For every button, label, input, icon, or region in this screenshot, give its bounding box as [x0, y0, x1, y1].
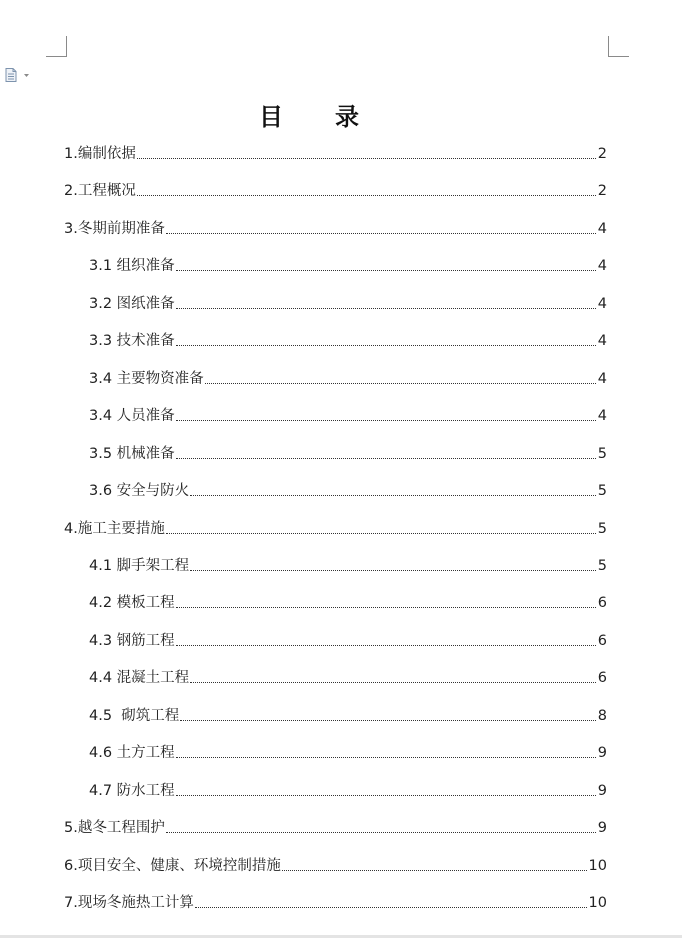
toc-dot-leader — [176, 458, 596, 459]
toc-entry[interactable] — [89, 590, 607, 612]
toc-entry-label: 4.6 土方工程 — [89, 745, 175, 762]
toc-dot-leader — [166, 233, 596, 234]
toc-page-number: 6 — [597, 595, 607, 612]
toc-dot-leader — [190, 495, 596, 496]
toc-entry[interactable] — [89, 478, 607, 500]
toc-entry-label: 3.5 机械准备 — [89, 445, 175, 462]
toc-dot-leader — [180, 720, 595, 721]
toc-entry[interactable] — [89, 553, 607, 575]
toc-entry-label: 7.现场冬施热工计算 — [64, 895, 194, 911]
document-icon — [5, 68, 31, 82]
toc-page-number: 5 — [597, 445, 607, 462]
toc-dot-leader — [137, 195, 596, 196]
toc-page-number: 4 — [597, 370, 607, 387]
chevron-down-icon — [24, 74, 29, 77]
toc-dot-leader — [282, 870, 587, 871]
toc-page-number: 2 — [597, 183, 607, 200]
toc-dot-leader — [166, 832, 596, 833]
toc-entry[interactable] — [64, 853, 607, 875]
toc-entry[interactable] — [89, 328, 607, 350]
toc-entry[interactable] — [89, 403, 607, 425]
toc-entry-label: 2.工程概况 — [64, 183, 136, 200]
title-char-2: 录 — [335, 102, 361, 131]
toc-entry[interactable] — [64, 815, 607, 837]
toc-dot-leader — [195, 907, 587, 908]
toc-page-number: 10 — [588, 895, 607, 911]
toc-dot-leader — [205, 383, 596, 384]
title-char-1: 目 — [259, 102, 285, 131]
toc-page-number: 4 — [597, 220, 607, 237]
toc-entry[interactable] — [89, 628, 607, 650]
toc-entry-label: 4.1 脚手架工程 — [89, 557, 190, 574]
toc-dot-leader — [176, 308, 596, 309]
toc-page-number: 4 — [597, 295, 607, 312]
toc-page-number: 10 — [588, 857, 607, 874]
toc-entry-label: 4.3 钢筋工程 — [89, 632, 175, 649]
toc-entry-label: 3.3 技术准备 — [89, 333, 175, 350]
toc-page-number: 9 — [597, 745, 607, 762]
toc-entry[interactable] — [89, 778, 607, 800]
toc-entry[interactable] — [89, 740, 607, 762]
toc-page-number: 9 — [597, 782, 607, 799]
toc-entry-label: 5.越冬工程围护 — [64, 820, 165, 837]
toc-dot-leader — [137, 158, 596, 159]
toc-page-number: 5 — [597, 557, 607, 574]
toc-entry-label: 4.7 防水工程 — [89, 782, 175, 799]
toc-entry-label: 4.5 砌筑工程 — [89, 707, 180, 724]
toc-dot-leader — [176, 420, 596, 421]
toc-page-number: 5 — [597, 483, 607, 500]
toc-entry-label: 3.冬期前期准备 — [64, 220, 165, 237]
toc-entry-label: 1.编制依据 — [64, 146, 136, 162]
toc-dot-leader — [176, 795, 596, 796]
document-menu-button[interactable] — [5, 67, 31, 81]
toc-entry-label: 3.4 主要物资准备 — [89, 370, 204, 387]
toc-entry[interactable] — [89, 441, 607, 463]
toc-entry-label: 3.6 安全与防火 — [89, 483, 190, 500]
toc-entry-label: 4.2 模板工程 — [89, 595, 175, 612]
toc-entry-label: 4.4 混凝土工程 — [89, 670, 190, 687]
toc-page-number: 5 — [597, 520, 607, 537]
toc-dot-leader — [176, 270, 596, 271]
toc-entry[interactable] — [64, 141, 607, 163]
toc-entry[interactable] — [64, 178, 607, 200]
toc-dot-leader — [166, 533, 596, 534]
toc-entry[interactable] — [64, 216, 607, 238]
toc-page-number: 4 — [597, 408, 607, 425]
crop-mark-top-left — [46, 36, 67, 57]
toc-entry[interactable] — [89, 366, 607, 388]
toc-entry-label: 3.2 图纸准备 — [89, 295, 175, 312]
toc-dot-leader — [176, 607, 596, 608]
toc-dot-leader — [190, 570, 596, 571]
crop-mark-top-right — [608, 36, 629, 57]
page-title — [0, 97, 620, 132]
toc-page-number: 8 — [597, 707, 607, 724]
toc-entry[interactable] — [89, 253, 607, 275]
toc-dot-leader — [190, 682, 596, 683]
toc-entry-label: 3.1 组织准备 — [89, 258, 175, 275]
toc-page-number: 2 — [597, 146, 607, 162]
toc-dot-leader — [176, 757, 596, 758]
toc-entry-label: 4.施工主要措施 — [64, 520, 165, 537]
toc-entry[interactable] — [89, 665, 607, 687]
toc-entry-label: 6.项目安全、健康、环境控制措施 — [64, 857, 281, 874]
toc-entry[interactable] — [64, 890, 607, 912]
toc-page-number: 4 — [597, 333, 607, 350]
toc-page-number: 6 — [597, 632, 607, 649]
toc-entry-label: 3.4 人员准备 — [89, 408, 175, 425]
toc-page-number: 9 — [597, 820, 607, 837]
toc-dot-leader — [176, 345, 596, 346]
toc-entry[interactable] — [64, 516, 607, 538]
toc-entry[interactable] — [89, 291, 607, 313]
toc-page-number: 4 — [597, 258, 607, 275]
toc-page-number: 6 — [597, 670, 607, 687]
toc-entry[interactable] — [89, 703, 607, 725]
toc-dot-leader — [176, 645, 596, 646]
